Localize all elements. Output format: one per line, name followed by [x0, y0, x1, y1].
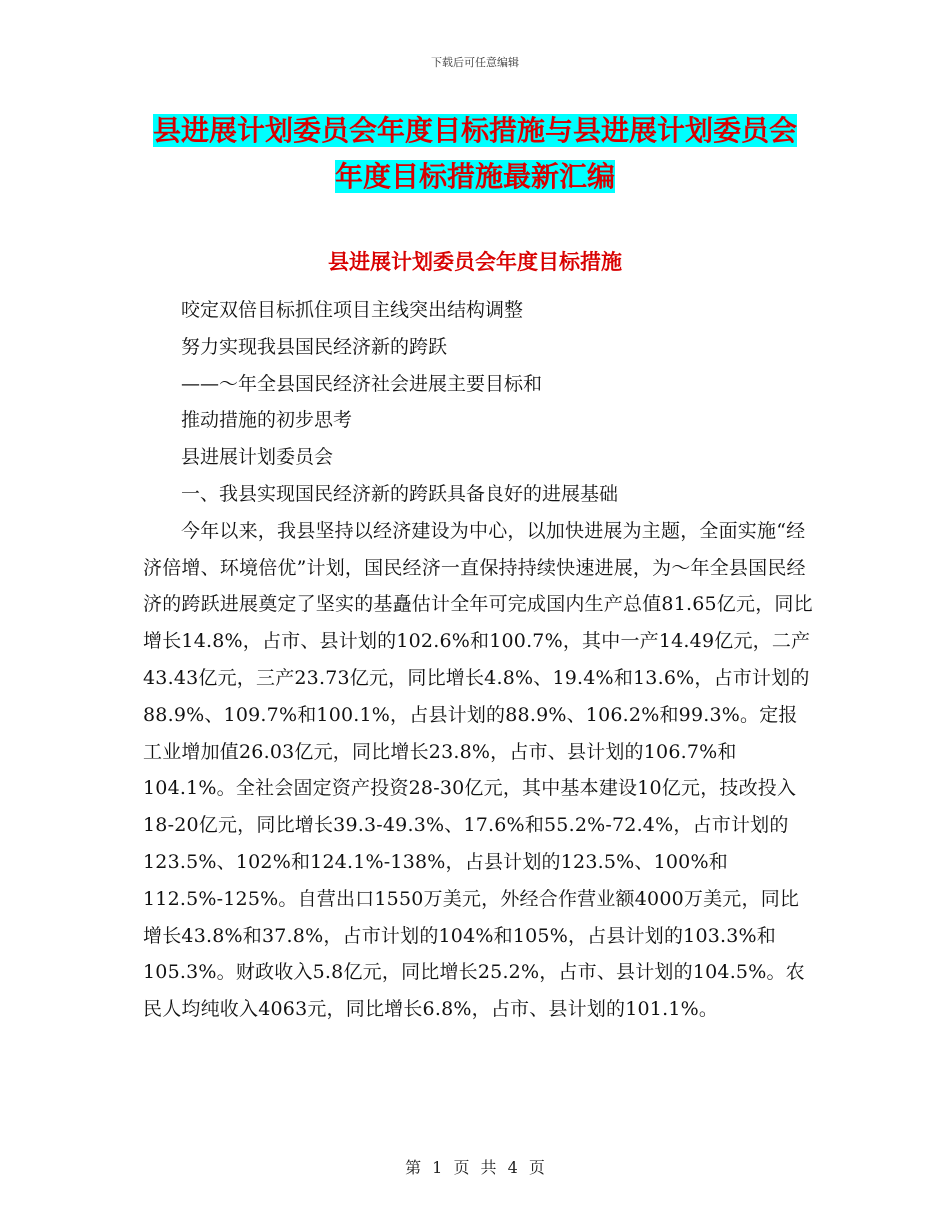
document-title-line-1: 县进展计划委员会年度目标措施与县进展计划委员会: [152, 114, 797, 147]
intro-line-subtitle: ——～年全县国民经济社会进展主要目标和: [181, 372, 543, 395]
page-number: 第 1 页 共 4 页: [405, 1158, 545, 1177]
intro-line-slogan: 咬定双倍目标抓住项目主线突出结构调整: [181, 299, 524, 321]
intro-line-goal: 努力实现我县国民经济新的跨跃: [181, 335, 448, 358]
document-title: [140, 108, 810, 200]
header-note: 下载后可任意编辑: [431, 56, 519, 69]
document-title-line-2: 年度目标措施最新汇编: [334, 160, 615, 193]
document-body: [143, 292, 813, 1028]
section-title: 县进展计划委员会年度目标措施: [328, 250, 622, 274]
intro-line-subtitle-cont: 推动措施的初步思考: [181, 409, 353, 432]
section-heading-1: 一、我县实现国民经济新的跨跃具备良好的进展基础: [181, 482, 619, 505]
body-paragraph: 今年以来，我县坚持以经济建设为中心，以加快进展为主题，全面实施“经济倍增、环境倍优”计划，国民经济一直保持持续快速进展，为～年全县国民经济的跨跃进展奠定了坚实的基矗估计全年可完成国内生产总值81.65亿元，同比增长14.8%，占市、县计划的102.6%和100.7%，其中一产14.49亿元，二产43.43亿元，三产23.73亿元，同比增长4.8%、19.4%和13.6%，占市计划的88.9%、109.7%和100.1%，占县计划的88.9%、106.2%和99.3%。定报工业增加值26.03亿元，同比增长23.8%，占市、县计划的106.7%和104.1%。全社会固定资产投资28-30亿元，其中基本建设10亿元，技改投入18-20亿元，同比增长39.3-49.3%、17.6%和55.2%-72.4%，占市计划的123.5%、102%和124.1%-138%，占县计划的123.5%、100%和112.5%-125%。自营出口1550万美元，外经合作营业额4000万美元，同比增长43.8%和37.8%，占市计划的104%和105%，占县计划的103.3%和105.3%。财政收入5.8亿元，同比增长25.2%，占市、县计划的104.5%。农民人均纯收入4063元，同比增长6.8%，占市、县计划的101.1%。: [143, 519, 813, 1021]
intro-line-author: 县进展计划委员会: [181, 446, 334, 469]
